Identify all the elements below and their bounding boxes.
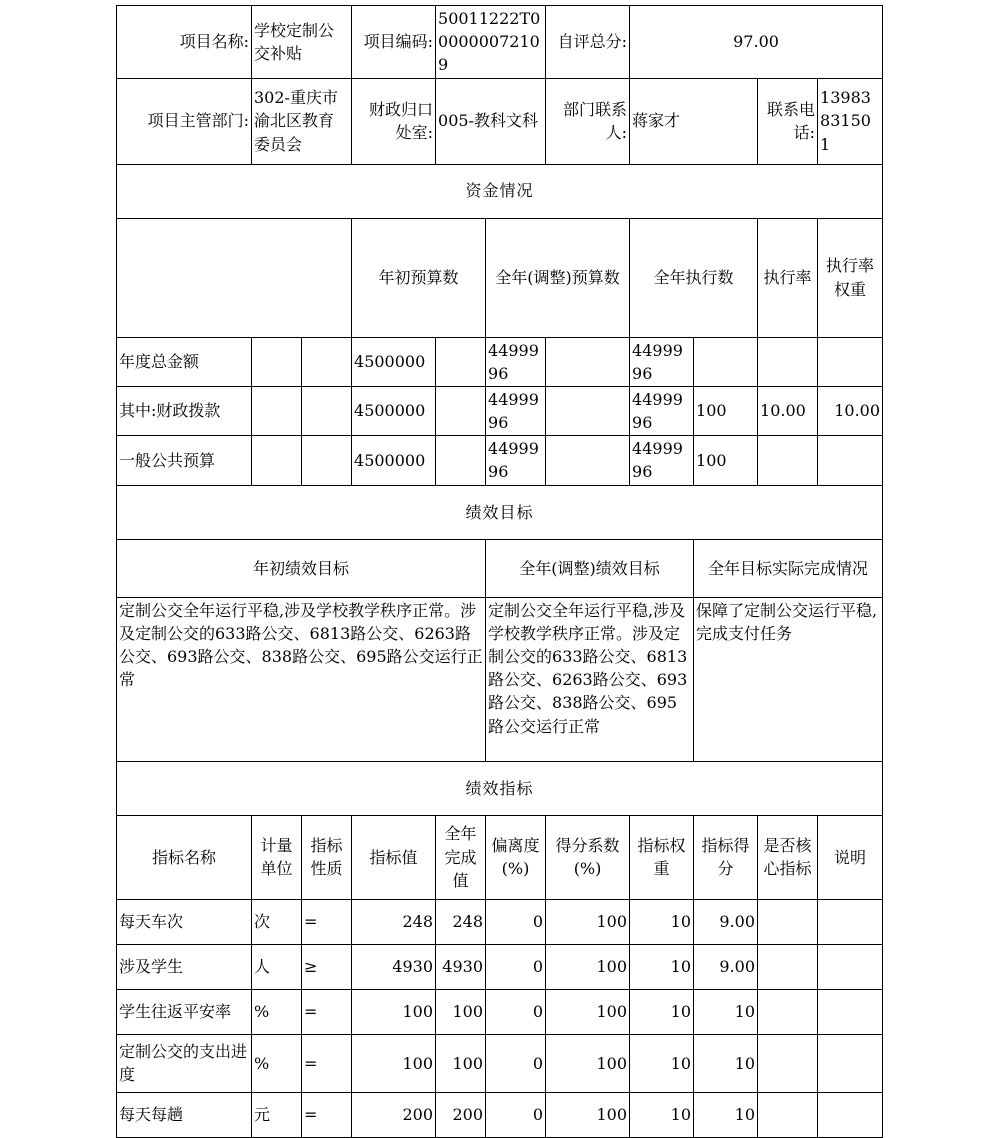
contact-label: 部门联系人: — [546, 78, 630, 164]
finance-office-label: 财政归口处室: — [352, 78, 436, 164]
project-name-label: 项目名称: — [117, 6, 252, 79]
funds-row-blank — [252, 386, 302, 435]
ind-score: 10 — [694, 1034, 758, 1092]
ind-actual: 200 — [436, 1092, 486, 1137]
funds-header-initial: 年初预算数 — [352, 218, 486, 337]
ind-name: 每天每趟 — [117, 1092, 252, 1137]
indicators-header-row — [117, 815, 883, 899]
ind-deviation: 0 — [486, 1034, 546, 1092]
project-code: 50011222T000000072109 — [436, 6, 546, 79]
ind-unit: % — [252, 989, 302, 1034]
goals-adjusted-header: 全年(调整)绩效目标 — [486, 539, 694, 597]
indicator-row — [117, 1034, 883, 1092]
performance-evaluation-table — [116, 5, 883, 1138]
ind-coef: 100 — [546, 899, 630, 944]
ind-coef: 100 — [546, 1034, 630, 1092]
ind-note — [818, 1092, 883, 1137]
funds-row-blank — [436, 386, 486, 435]
ind-actual: 4930 — [436, 944, 486, 989]
funds-header-weight: 执行率权重 — [818, 218, 883, 337]
ind-deviation: 0 — [486, 899, 546, 944]
funds-row-initial: 4500000 — [352, 436, 436, 485]
ind-score: 9.00 — [694, 899, 758, 944]
ind-nature: = — [302, 1034, 352, 1092]
indicators-section-row — [117, 761, 883, 815]
ind-weight: 10 — [630, 944, 694, 989]
ind-header-score: 指标得分 — [694, 815, 758, 899]
info-row-2 — [117, 78, 883, 164]
ind-core — [758, 989, 818, 1034]
funds-header-blank — [117, 218, 352, 337]
ind-nature: ≥ — [302, 944, 352, 989]
ind-deviation: 0 — [486, 1092, 546, 1137]
info-row-1 — [117, 6, 883, 79]
goals-header-row — [117, 539, 883, 597]
funds-row-label: 一般公共预算 — [117, 436, 252, 485]
funds-row-label: 其中:财政拨款 — [117, 386, 252, 435]
funds-row-rate: 100 — [694, 436, 758, 485]
ind-weight: 10 — [630, 1092, 694, 1137]
ind-unit: 元 — [252, 1092, 302, 1137]
ind-unit: 人 — [252, 944, 302, 989]
goals-content-row — [117, 597, 883, 761]
ind-core — [758, 944, 818, 989]
funds-row-score: 10.00 — [818, 386, 883, 435]
ind-core — [758, 1034, 818, 1092]
indicator-row — [117, 944, 883, 989]
ind-name: 每天车次 — [117, 899, 252, 944]
indicator-row — [117, 1092, 883, 1137]
ind-header-nature: 指标性质 — [302, 815, 352, 899]
ind-actual: 248 — [436, 899, 486, 944]
project-code-label: 项目编码: — [352, 6, 436, 79]
ind-header-unit: 计量单位 — [252, 815, 302, 899]
funds-row-blank — [302, 337, 352, 386]
funds-header-row — [117, 218, 883, 337]
funds-row-blank — [546, 337, 630, 386]
ind-target: 100 — [352, 1034, 436, 1092]
ind-nature: = — [302, 899, 352, 944]
funds-row-label: 年度总金额 — [117, 337, 252, 386]
ind-header-target: 指标值 — [352, 815, 436, 899]
funds-row — [117, 436, 883, 485]
ind-actual: 100 — [436, 1034, 486, 1092]
ind-nature: = — [302, 989, 352, 1034]
funds-row-blank — [302, 436, 352, 485]
ind-core — [758, 1092, 818, 1137]
ind-header-name: 指标名称 — [117, 815, 252, 899]
funds-section-title: 资金情况 — [117, 164, 883, 218]
ind-deviation: 0 — [486, 944, 546, 989]
ind-target: 100 — [352, 989, 436, 1034]
funds-row — [117, 337, 883, 386]
ind-score: 10 — [694, 989, 758, 1034]
ind-target: 4930 — [352, 944, 436, 989]
funds-row-blank — [252, 436, 302, 485]
finance-office: 005-教科文科 — [436, 78, 546, 164]
funds-row-blank — [436, 337, 486, 386]
goals-adjusted-text: 定制公交全年运行平稳,涉及学校教学秩序正常。涉及定制公交的633路公交、6813路公交、6263路公交、693路公交、838路公交、695路公交运行正常 — [486, 597, 694, 761]
funds-row-executed: 4499996 — [630, 337, 694, 386]
goals-initial-text: 定制公交全年运行平稳,涉及学校教学秩序正常。涉及定制公交的633路公交、6813路公交、6263路公交、693路公交、838路公交、695路公交运行正常 — [117, 597, 486, 761]
ind-score: 10 — [694, 1092, 758, 1137]
goals-actual-text: 保障了定制公交运行平稳,完成支付任务 — [694, 597, 883, 761]
ind-header-weight: 指标权重 — [630, 815, 694, 899]
funds-row-adjusted: 4499996 — [486, 386, 546, 435]
ind-weight: 10 — [630, 989, 694, 1034]
ind-unit: % — [252, 1034, 302, 1092]
funds-row-weight — [758, 337, 818, 386]
funds-row-rate: 100 — [694, 386, 758, 435]
funds-row-blank — [546, 436, 630, 485]
goals-section-row — [117, 485, 883, 539]
funds-row-executed: 4499996 — [630, 386, 694, 435]
ind-header-coef: 得分系数(%) — [546, 815, 630, 899]
ind-note — [818, 899, 883, 944]
dept: 302-重庆市渝北区教育委员会 — [252, 78, 352, 164]
ind-coef: 100 — [546, 944, 630, 989]
funds-header-adjusted: 全年(调整)预算数 — [486, 218, 630, 337]
ind-name: 学生往返平安率 — [117, 989, 252, 1034]
phone-label: 联系电话: — [758, 78, 818, 164]
ind-weight: 10 — [630, 899, 694, 944]
funds-row-weight — [758, 436, 818, 485]
funds-row — [117, 386, 883, 435]
funds-row-blank — [436, 436, 486, 485]
dept-label: 项目主管部门: — [117, 78, 252, 164]
indicator-row — [117, 899, 883, 944]
ind-name: 定制公交的支出进度 — [117, 1034, 252, 1092]
ind-header-core: 是否核心指标 — [758, 815, 818, 899]
funds-row-initial: 4500000 — [352, 386, 436, 435]
indicators-section-title: 绩效指标 — [117, 761, 883, 815]
ind-header-actual: 全年完成值 — [436, 815, 486, 899]
ind-note — [818, 989, 883, 1034]
self-score: 97.00 — [630, 6, 883, 79]
funds-row-adjusted: 4499996 — [486, 436, 546, 485]
indicator-row — [117, 989, 883, 1034]
funds-section-row — [117, 164, 883, 218]
contact: 蒋家才 — [630, 78, 758, 164]
funds-row-blank — [302, 386, 352, 435]
ind-coef: 100 — [546, 1092, 630, 1137]
goals-section-title: 绩效目标 — [117, 485, 883, 539]
ind-nature: = — [302, 1092, 352, 1137]
ind-header-note: 说明 — [818, 815, 883, 899]
funds-row-score — [818, 436, 883, 485]
ind-target: 248 — [352, 899, 436, 944]
funds-row-blank — [546, 386, 630, 435]
ind-coef: 100 — [546, 989, 630, 1034]
ind-actual: 100 — [436, 989, 486, 1034]
ind-deviation: 0 — [486, 989, 546, 1034]
funds-row-rate — [694, 337, 758, 386]
funds-row-score — [818, 337, 883, 386]
ind-unit: 次 — [252, 899, 302, 944]
funds-row-blank — [252, 337, 302, 386]
ind-score: 9.00 — [694, 944, 758, 989]
self-score-label: 自评总分: — [546, 6, 630, 79]
ind-note — [818, 1034, 883, 1092]
ind-core — [758, 899, 818, 944]
funds-row-initial: 4500000 — [352, 337, 436, 386]
funds-row-executed: 4499996 — [630, 436, 694, 485]
phone: 13983831501 — [818, 78, 883, 164]
project-name: 学校定制公交补贴 — [252, 6, 352, 79]
ind-target: 200 — [352, 1092, 436, 1137]
goals-actual-header: 全年目标实际完成情况 — [694, 539, 883, 597]
ind-name: 涉及学生 — [117, 944, 252, 989]
funds-header-rate: 执行率 — [758, 218, 818, 337]
ind-weight: 10 — [630, 1034, 694, 1092]
funds-header-executed: 全年执行数 — [630, 218, 758, 337]
funds-row-adjusted: 4499996 — [486, 337, 546, 386]
goals-initial-header: 年初绩效目标 — [117, 539, 486, 597]
funds-row-weight: 10.00 — [758, 386, 818, 435]
ind-note — [818, 944, 883, 989]
ind-header-deviation: 偏离度(%) — [486, 815, 546, 899]
